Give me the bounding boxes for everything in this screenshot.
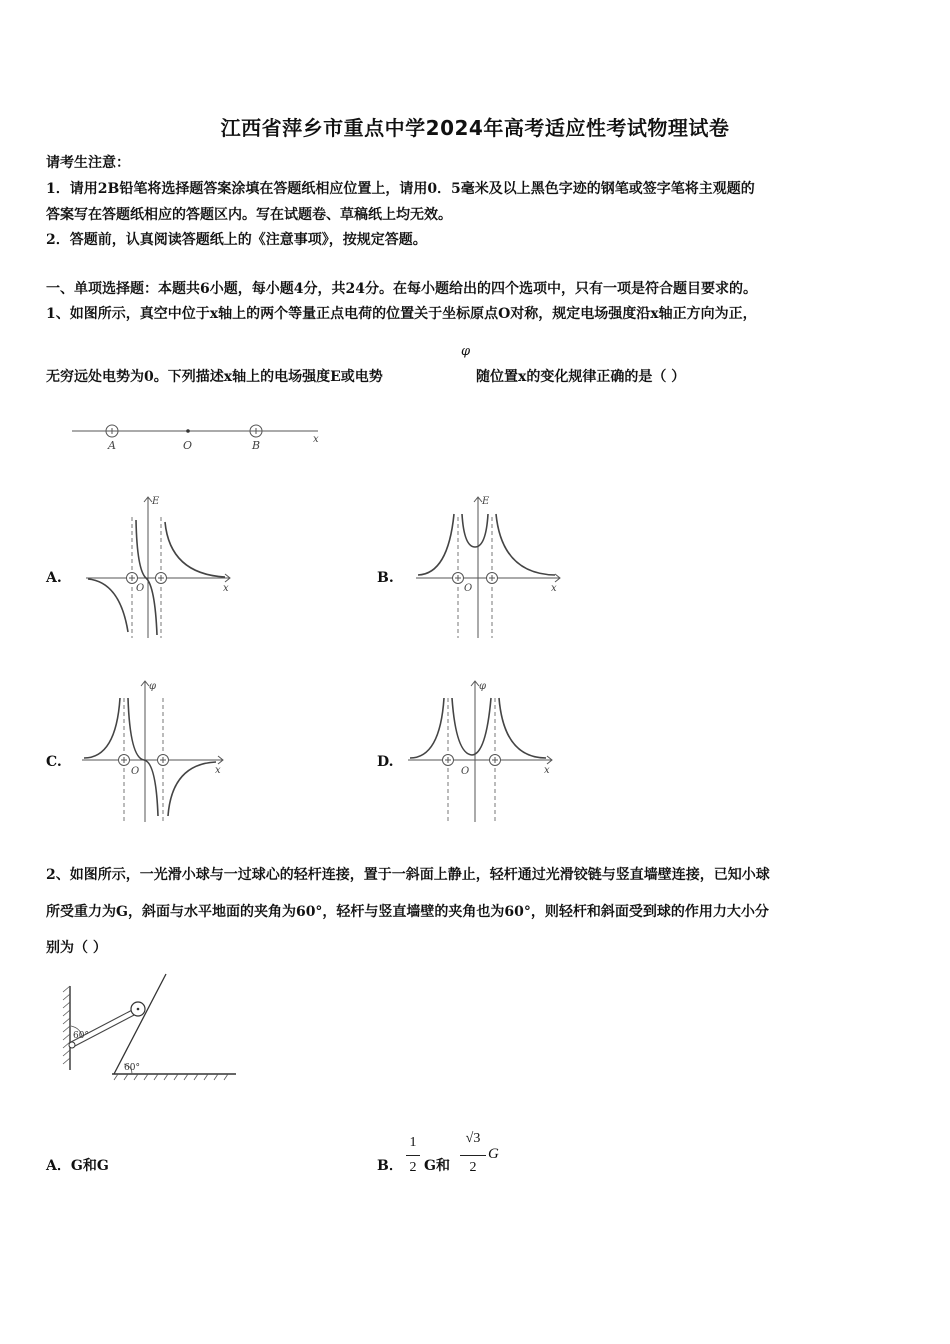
label-o: O <box>183 439 193 452</box>
fraction-bar-2 <box>460 1155 486 1156</box>
q2-option-b-mid: G和 <box>424 1158 450 1174</box>
option-a-label[interactable]: A. <box>46 570 62 586</box>
notice-heading: 请考生注意： <box>46 155 130 171</box>
axis-x: x <box>551 583 557 594</box>
page-title: 江西省萍乡市重点中学2024年高考适应性考试物理试卷 <box>220 116 730 140</box>
q2-b-num-1: 1 <box>409 1135 417 1150</box>
option-c-label[interactable]: C. <box>46 754 62 770</box>
graph-option-a[interactable] <box>82 492 237 642</box>
q2-b-num-2: √3 <box>465 1131 481 1146</box>
slope-rod-figure <box>58 968 248 1083</box>
q2-option-b-end: G <box>488 1146 499 1162</box>
option-d-label[interactable]: D. <box>377 754 394 770</box>
charge-axis-figure <box>68 418 333 456</box>
q2-b-den-1: 2 <box>409 1160 417 1175</box>
q2-text-line-2: 所受重力为G，斜面与水平地面的夹角为60°，轻杆与竖直墙壁的夹角也为60°，则轻杆和斜面受到球的作用力大小分 <box>46 904 769 920</box>
q1-text-line-1: 1、如图所示，真空中位于x轴上的两个等量正点电荷的位置关于坐标原点O对称，规定电场强度沿x轴正方向为正， <box>46 306 757 322</box>
notice-line-1b: 答案写在答题纸相应的答题区内。写在试题卷、草稿纸上均无效。 <box>46 207 452 223</box>
graph-option-d[interactable] <box>404 676 559 826</box>
notice-line-2: 2．答题前，认真阅读答题纸上的《注意事项》，按规定答题。 <box>46 232 427 248</box>
graph-option-c[interactable] <box>78 676 233 826</box>
fraction-bar-1 <box>406 1155 420 1156</box>
phi-symbol: φ <box>461 344 471 359</box>
axis-o: O <box>464 583 473 594</box>
q2-text-line-1: 2、如图所示，一光滑小球与一过球心的轻杆连接，置于一斜面上静止，轻杆通过光滑铰链与竖直墙壁连接，已知小球 <box>46 867 770 883</box>
axis-x: x <box>223 583 229 594</box>
q2-option-a[interactable]: A．G和G <box>46 1158 109 1174</box>
axis-o: O <box>131 766 140 777</box>
label-a: A <box>108 439 116 452</box>
q1-text-line-2a: 无穷远处电势为0。下列描述x轴上的电场强度E或电势 <box>46 369 383 385</box>
angle-wall-label: 60° <box>73 1031 89 1041</box>
q2-text-line-3: 别为（ ） <box>46 940 107 956</box>
axis-o: O <box>461 766 470 777</box>
angle-slope-label: 60° <box>124 1063 140 1073</box>
axis-phi: φ <box>479 681 487 692</box>
axis-phi: φ <box>149 681 157 692</box>
graph-option-b[interactable] <box>412 492 567 642</box>
label-x: x <box>313 434 319 445</box>
axis-x: x <box>215 765 221 776</box>
q2-b-den-2: 2 <box>469 1160 477 1175</box>
notice-line-1a: 1．请用2B铅笔将选择题答案涂填在答题纸相应位置上，请用0．5毫米及以上黑色字迹的钢笔或签字笔将主观题的 <box>46 181 755 197</box>
label-b: B <box>252 439 261 452</box>
axis-e: E <box>482 496 490 507</box>
axis-x: x <box>544 765 550 776</box>
q1-text-line-2b: 随位置x的变化规律正确的是（ ） <box>476 369 686 385</box>
q2-option-b-label[interactable]: B． <box>377 1158 403 1174</box>
section-heading: 一、单项选择题：本题共6小题，每小题4分，共24分。在每小题给出的四个选项中，只有一项是符合题目要求的。 <box>46 281 757 297</box>
axis-o: O <box>136 583 145 594</box>
option-b-label[interactable]: B. <box>377 570 394 586</box>
axis-e: E <box>152 496 160 507</box>
